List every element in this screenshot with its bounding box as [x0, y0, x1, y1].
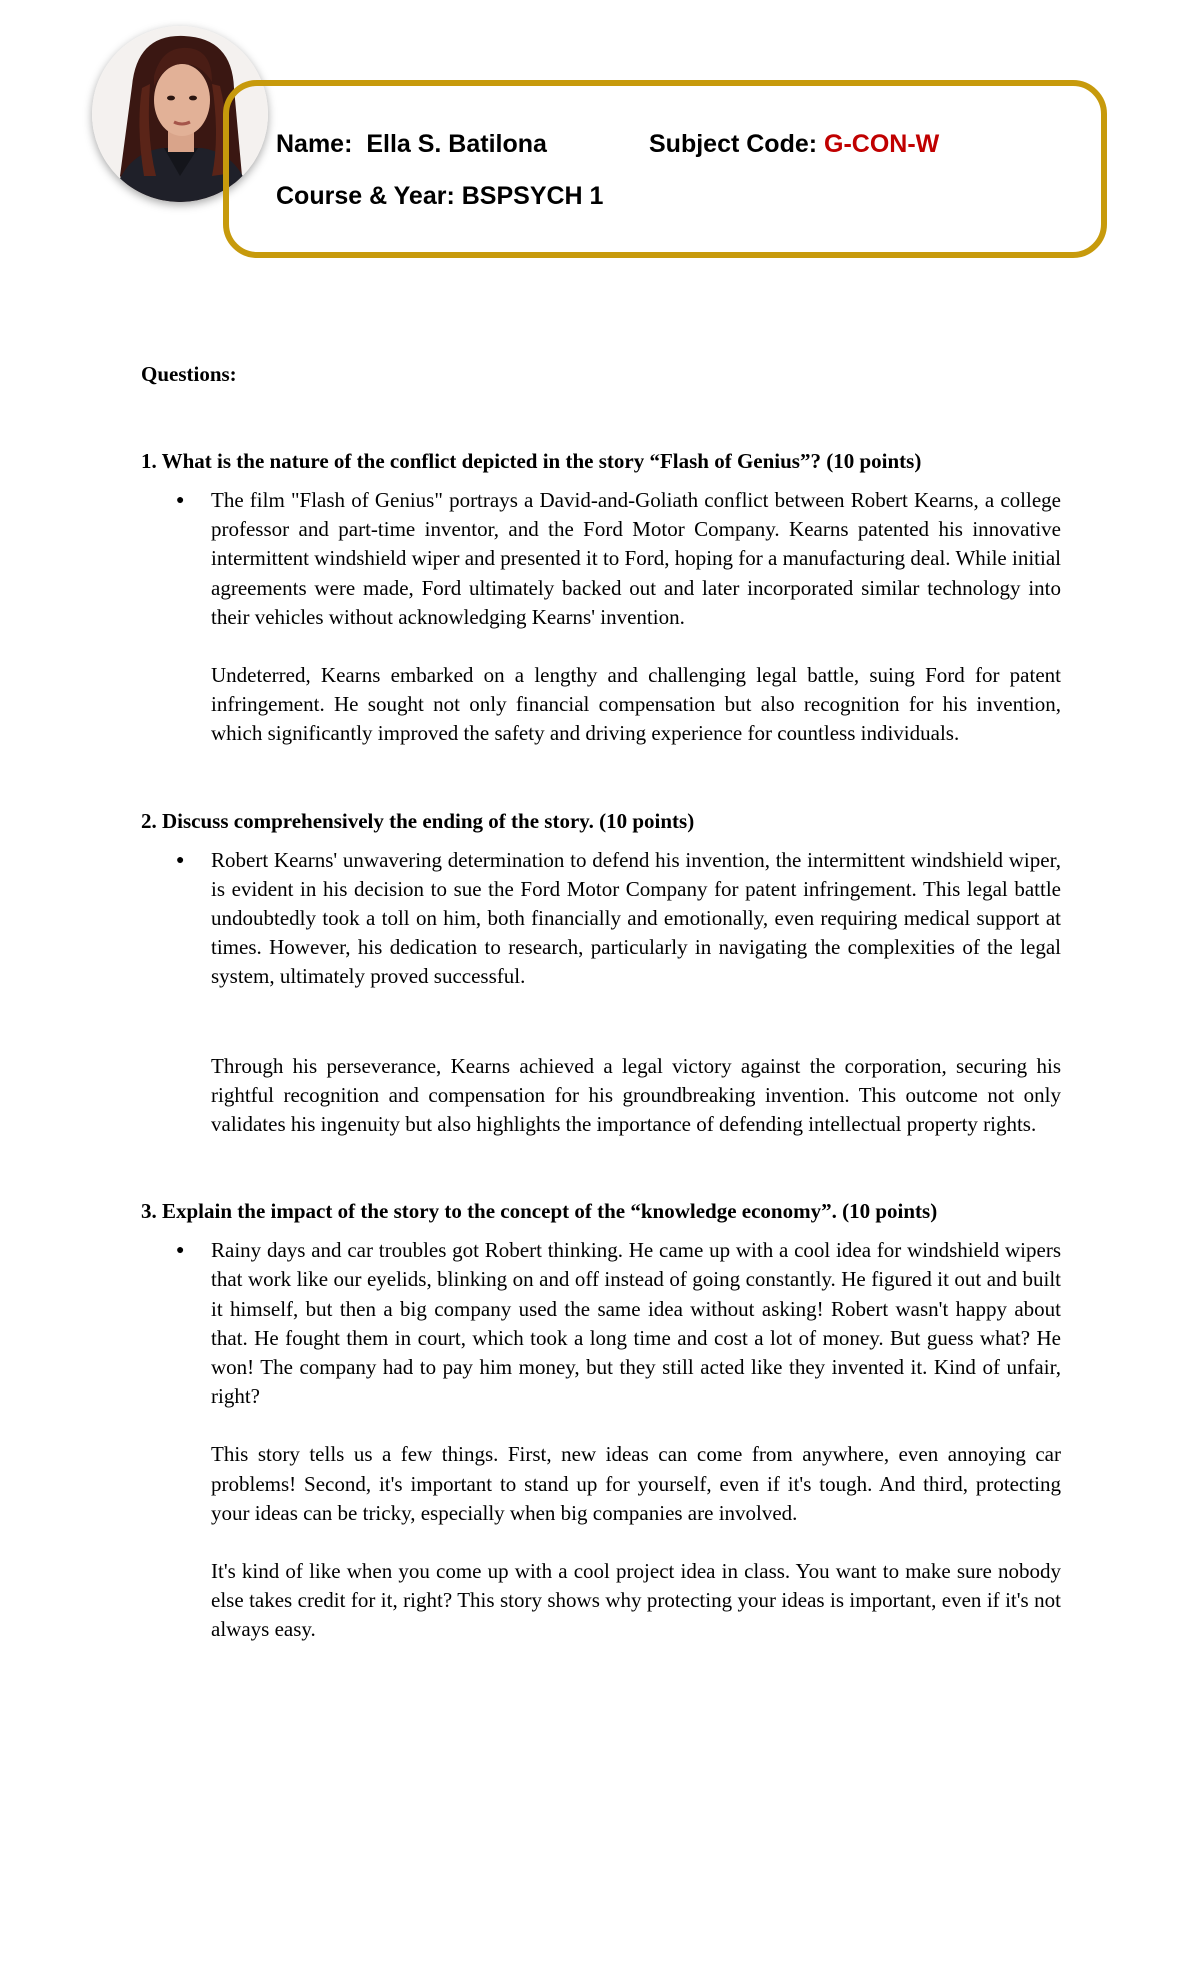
answer-paragraph: This story tells us a few things. First, new ideas can come from anywhere, even annoying car problems! Second, it's important to stand up for yourself, even if it's tough. And third, protecting your ideas can be tricky, especially when big companies are involved.: [211, 1442, 1061, 1525]
answer-paragraph: Rainy days and car troubles got Robert thinking. He came up with a cool idea for windshield wipers that work like our eyelids, blinking on and off instead of going constantly. He figured it out and built it himself, but then a big company used the same idea without asking! Robert wasn't happy about that. He fought them in court, which took a long time and cost a lot of money. But guess what? He won! The company had to pay him money, but they still acted like they invented it. Kind of unfair, right?: [211, 1238, 1061, 1409]
name-label: Name:: [276, 130, 353, 158]
answer-paragraph: Through his perseverance, Kearns achieved a legal victory against the corporation, securing his rightful recognition and compensation for his groundbreaking invention. This outcome not only validates his ingenuity but also highlights the importance of defending intellectual property rights.: [211, 1053, 1061, 1137]
course-year-value: BSPSYCH 1: [461, 182, 604, 210]
question-1-heading: 1. What is the nature of the conflict depicted in the story “Flash of Genius”? (10 points): [141, 449, 922, 473]
answer-paragraph: Robert Kearns' unwavering determination to defend his invention, the intermittent windshield wiper, is evident in his decision to sue the Ford Motor Company for patent infringement. This legal battle undoubtedly took a toll on him, both financially and emotionally, even requiring medical support at times. However, his dedication to research, particularly in navigating the complexities of the legal system, ultimately proved successful.: [211, 847, 1061, 989]
subject-code: [649, 130, 939, 159]
answer-paragraph: It's kind of like when you come up with a cool project idea in class. You want to make sure nobody else takes credit for it, right? This story shows why protecting your ideas is important, even if it's not always easy.: [211, 1559, 1061, 1642]
course-year-label: Course & Year:: [276, 182, 455, 210]
questions-title: Questions:: [141, 362, 237, 386]
name-value: Ella S. Batilona: [366, 130, 547, 158]
course-year: [276, 182, 603, 211]
answer-paragraph: Undeterred, Kearns embarked on a lengthy and challenging legal battle, suing Ford for patent infringement. He sought not only financial compensation but also recognition for his invention, which significantly improved the safety and driving experience for countless individuals.: [211, 663, 1061, 746]
question-2-answer: [176, 846, 1061, 1140]
document-body: [141, 360, 1061, 1645]
question-1-answer: [176, 486, 1061, 749]
question-2-heading: 2. Discuss comprehensively the ending of the story. (10 points): [141, 808, 695, 833]
answer-paragraph: The film "Flash of Genius" portrays a David-and-Goliath conflict between Robert Kearns, a college professor and part-time inventor, and the Ford Motor Company. Kearns patented his innovative intermittent windshield wiper and presented it to Ford, hoping for a manufacturing deal. While initial agreements were made, Ford ultimately backed out and later incorporated similar technology into their vehicles without acknowledging Kearns' invention.: [211, 488, 1061, 629]
student-name: [276, 130, 547, 159]
subject-code-value: G-CON-W: [824, 130, 940, 158]
bullet-icon: ●: [176, 493, 185, 508]
question-3-heading: 3. Explain the impact of the story to the concept of the “knowledge economy”. (10 points): [141, 1199, 938, 1224]
bullet-icon: ●: [176, 1243, 185, 1259]
subject-code-label: Subject Code:: [649, 130, 818, 158]
question-3-answer: [176, 1236, 1061, 1644]
header-frame: [223, 80, 1107, 258]
bullet-icon: ●: [176, 852, 185, 868]
